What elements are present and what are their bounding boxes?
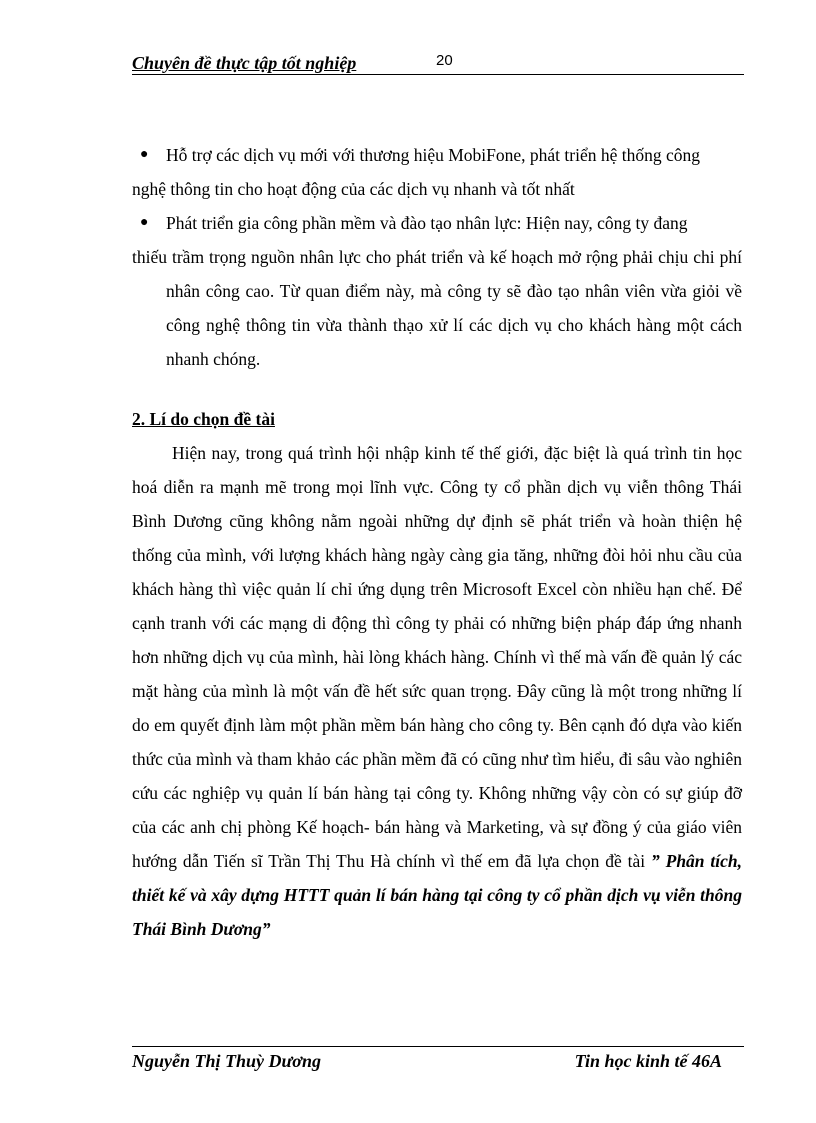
bullet-text: Phát triển gia công phần mềm và đào tạo nhân lực: Hiện nay, công ty đang xyxy=(166,213,688,233)
page-header xyxy=(132,52,744,75)
bullet-item-1 xyxy=(132,138,742,206)
bullet-icon: ● xyxy=(140,215,149,230)
bullet-text: Hỗ trợ các dịch vụ mới với thương hiệu MobiFone, phát triển hệ thống công xyxy=(166,145,700,165)
page-number: 20 xyxy=(436,52,453,69)
bullet-item-2 xyxy=(132,206,742,376)
bullet-text-continued: nghệ thông tin cho hoạt động của các dịch vụ nhanh và tốt nhất xyxy=(132,179,575,199)
page-footer xyxy=(132,1046,744,1077)
bullet-icon: ● xyxy=(140,147,149,162)
section-heading: 2. Lí do chọn đề tài xyxy=(132,409,275,429)
bullet-text-continued: thiếu trầm trọng nguồn nhân lực cho phát triển và kế hoạch mở rộng phải chịu chi phí nhân công cao. Từ quan điểm này, mà công ty sẽ đào tạo nhân viên vừa giỏi về công nghệ thông tin vừa thành thạo xử lí các dịch vụ cho khách hàng một cách nhanh chóng. xyxy=(132,247,742,369)
author-name: Nguyễn Thị Thuỳ Dương xyxy=(132,1051,321,1071)
class-name: Tin học kinh tế 46A xyxy=(574,1051,722,1071)
page-content xyxy=(132,138,742,946)
document-title: Chuyên đề thực tập tốt nghiệp xyxy=(132,53,357,73)
section-paragraph xyxy=(132,436,742,946)
topic-title: ” Phân tích, thiết kế và xây dựng HTTT quản lí bán hàng tại công ty cổ phần dịch vụ viễn thông Thái Bình Dương” xyxy=(132,851,742,939)
paragraph-text: Hiện nay, trong quá trình hội nhập kinh tế thế giới, đặc biệt là quá trình tin học hoá diễn ra mạnh mẽ trong mọi lĩnh vực. Công ty cổ phần dịch vụ viễn thông Thái Bình Dương cũng không nằm ngoài những dự định sẽ phát triển và hoàn thiện hệ thống của mình, với lượng khách hàng ngày càng gia tăng, những đòi hỏi nhu cầu của khách hàng thì việc quản lí chỉ ứng dụng trên Microsoft Excel còn nhiều hạn chế. Để cạnh tranh với các mạng di động thì công ty phải có những biện pháp đáp ứng nhanh hơn những dịch vụ của mình, hài lòng khách hàng. Chính vì thế mà vấn đề quản lý các mặt hàng của mình là một vấn đề hết sức quan trọng. Đây cũng là một trong những lí do em quyết định làm một phần mềm bán hàng cho công ty. Bên cạnh đó dựa vào kiến thức của mình và tham khảo các phần mềm đã có cũng như tìm hiểu, đi sâu vào nghiên cứu các nghiệp vụ quản lí bán hàng tại công ty. Không những vậy còn có sự giúp đỡ của các anh chị phòng Kế hoạch- bán hàng và Marketing, và sự đồng ý của giáo viên hướng dẫn Tiến sĩ Trần Thị Thu Hà chính vì thế em đã lựa chọn đề tài xyxy=(132,443,742,871)
